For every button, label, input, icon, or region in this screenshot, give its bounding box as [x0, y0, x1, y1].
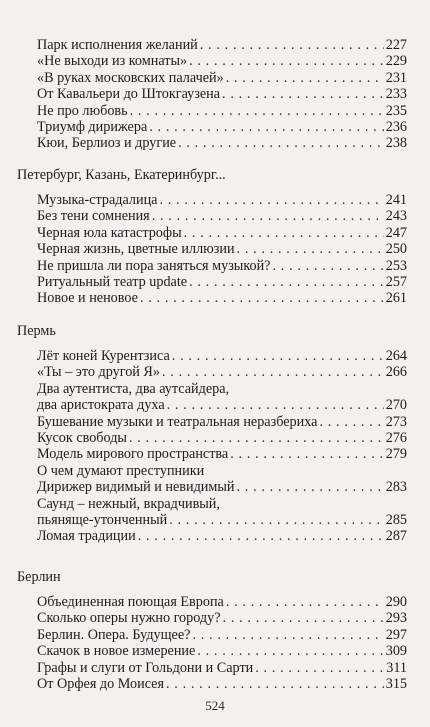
toc-section-berlin [17, 568, 407, 692]
section-title: Пермь [17, 323, 56, 339]
entry-title: Графы и слуги от Гольдони и Сарти [37, 659, 254, 676]
entry-title: Сколько оперы нужно городу? [37, 610, 221, 627]
leader-dots [319, 414, 383, 430]
entry-title: Триумф дирижера [37, 118, 148, 135]
toc-entry [37, 258, 407, 274]
toc-entry [37, 37, 407, 53]
entry-title: Новое и неновое [37, 290, 138, 307]
entry-title: Берлин. Опера. Будущее? [37, 626, 191, 643]
leader-dots [130, 103, 384, 119]
entry-page: 279 [385, 446, 407, 463]
entry-page: 233 [385, 86, 407, 103]
toc-entry [37, 290, 407, 306]
section-title: Берлин [17, 569, 61, 585]
leader-dots [166, 676, 384, 692]
leader-dots [189, 53, 384, 69]
entry-title: пьяняще-утонченный [37, 511, 168, 528]
leader-dots [169, 512, 384, 528]
entry-title: Черная жизнь, цветные иллюзии [37, 241, 235, 258]
entry-title: Кусок свободы [37, 429, 127, 446]
entry-page: 261 [385, 290, 407, 307]
toc-entry [37, 364, 407, 380]
entry-title: Не про любовь [37, 102, 128, 119]
entry-title-line1: О чем думают преступники [37, 462, 205, 479]
entry-title: «Ты – это другой Я» [37, 364, 160, 381]
entry-title: От Орфея до Моисея [37, 675, 164, 692]
page-number: 524 [205, 698, 225, 713]
toc-entry [37, 430, 407, 446]
entry-page: 270 [385, 397, 407, 414]
entry-page: 235 [385, 102, 407, 119]
entry-page: 238 [385, 135, 407, 152]
leader-dots [255, 660, 384, 676]
toc-entry [37, 70, 407, 86]
leader-dots [129, 430, 384, 446]
entry-title: «Не выходи из комнаты» [37, 53, 188, 70]
leader-dots [152, 208, 384, 224]
entry-title-line1: Саунд – нежный, вкрадчивый, [37, 495, 220, 512]
entry-title: Модель мирового пространства [37, 446, 229, 463]
entry-title: Ритуальный театр update [37, 273, 188, 290]
toc-entry [37, 348, 407, 364]
toc-entry [37, 594, 407, 610]
entry-page: 273 [385, 413, 407, 430]
entry-title: От Кавальери до Штокгаузена [37, 86, 221, 103]
leader-dots [178, 135, 384, 151]
entry-title: Ломая традиции [37, 528, 136, 545]
entry-page: 287 [385, 528, 407, 545]
entry-page: 253 [385, 257, 407, 274]
toc-entry [37, 135, 407, 151]
entry-page: 315 [385, 675, 407, 692]
leader-dots [167, 397, 384, 413]
leader-dots [222, 86, 384, 102]
leader-dots [189, 274, 384, 290]
entry-page: 311 [386, 659, 407, 676]
entry-title: Лёт коней Курентзиса [37, 348, 170, 364]
entry-title: «В руках московских палачей» [37, 69, 224, 86]
entry-page: 241 [385, 192, 407, 208]
leader-dots [184, 225, 384, 241]
toc-section-petersburg [17, 166, 407, 307]
entry-page: 229 [385, 53, 407, 70]
leader-dots [197, 643, 383, 659]
entry-page: 309 [385, 643, 407, 660]
entry-page: 250 [385, 241, 407, 258]
leader-dots [226, 594, 384, 610]
leader-dots [149, 119, 383, 135]
entry-page: 257 [385, 273, 407, 290]
entry-page: 243 [385, 208, 407, 225]
entry-page: 266 [385, 364, 407, 381]
entry-page: 231 [385, 69, 407, 86]
entry-page: 264 [385, 348, 407, 364]
toc-list [37, 192, 407, 307]
leader-dots [237, 241, 384, 257]
entry-title: Объединенная поющая Европа [37, 594, 224, 610]
leader-dots [200, 37, 384, 53]
entry-page: 297 [385, 626, 407, 643]
entry-page: 227 [385, 37, 407, 53]
entry-title: Черная юла катастрофы [37, 224, 182, 241]
toc-entry [37, 676, 407, 692]
toc-entry [37, 660, 407, 676]
toc-entry [37, 103, 407, 119]
leader-dots [272, 258, 383, 274]
toc-list [37, 348, 407, 545]
toc-entry [37, 627, 407, 643]
leader-dots [237, 479, 384, 495]
entry-title: Парк исполнения желаний [37, 37, 198, 53]
entry-page: 293 [385, 610, 407, 627]
leader-dots [192, 627, 383, 643]
entry-page: 290 [385, 594, 407, 610]
toc-entry [37, 241, 407, 257]
entry-page: 283 [385, 479, 407, 496]
toc-section-perm [17, 322, 407, 545]
entry-title: Кюи, Берлиоз и другие [37, 135, 177, 152]
toc-entry [37, 119, 407, 135]
toc-list [37, 594, 407, 692]
entry-page: 276 [385, 429, 407, 446]
leader-dots [226, 70, 384, 86]
entry-title: Не пришла ли пора заняться музыкой? [37, 257, 271, 274]
entry-title: Скачок в новое измерение [37, 643, 196, 660]
toc-entry [37, 192, 407, 208]
entry-page: 247 [385, 224, 407, 241]
toc-entry [37, 463, 407, 496]
entry-title: Дирижер видимый и невидимый [37, 479, 235, 496]
leader-dots [172, 348, 384, 364]
entry-title: Бушевание музыки и театральная неразбериха [37, 413, 318, 430]
leader-dots [159, 192, 383, 208]
toc-entry [37, 446, 407, 462]
toc-entry [37, 381, 407, 414]
toc-entry [37, 643, 407, 659]
leader-dots [223, 610, 384, 626]
entry-title: Без тени сомнения [37, 208, 150, 225]
leader-dots [140, 290, 384, 306]
entry-title: Музыка-страдалица [37, 192, 158, 208]
leader-dots [162, 364, 384, 380]
entry-title: два аристократа духа [37, 397, 165, 414]
toc-entry [37, 208, 407, 224]
entry-page: 236 [385, 118, 407, 135]
toc-entry [37, 528, 407, 544]
toc-entry [37, 414, 407, 430]
toc-entry [37, 53, 407, 69]
toc-entry [37, 496, 407, 529]
toc-entry [37, 274, 407, 290]
toc-entry [37, 225, 407, 241]
entry-title-line1: Два аутентиста, два аутсайдера, [37, 380, 230, 397]
section-title: Петербург, Казань, Екатеринбург... [17, 167, 226, 183]
toc-list [37, 37, 407, 152]
toc-entry [37, 610, 407, 626]
leader-dots [230, 446, 384, 462]
toc-entry [37, 86, 407, 102]
leader-dots [138, 528, 384, 544]
entry-page: 285 [385, 511, 407, 528]
